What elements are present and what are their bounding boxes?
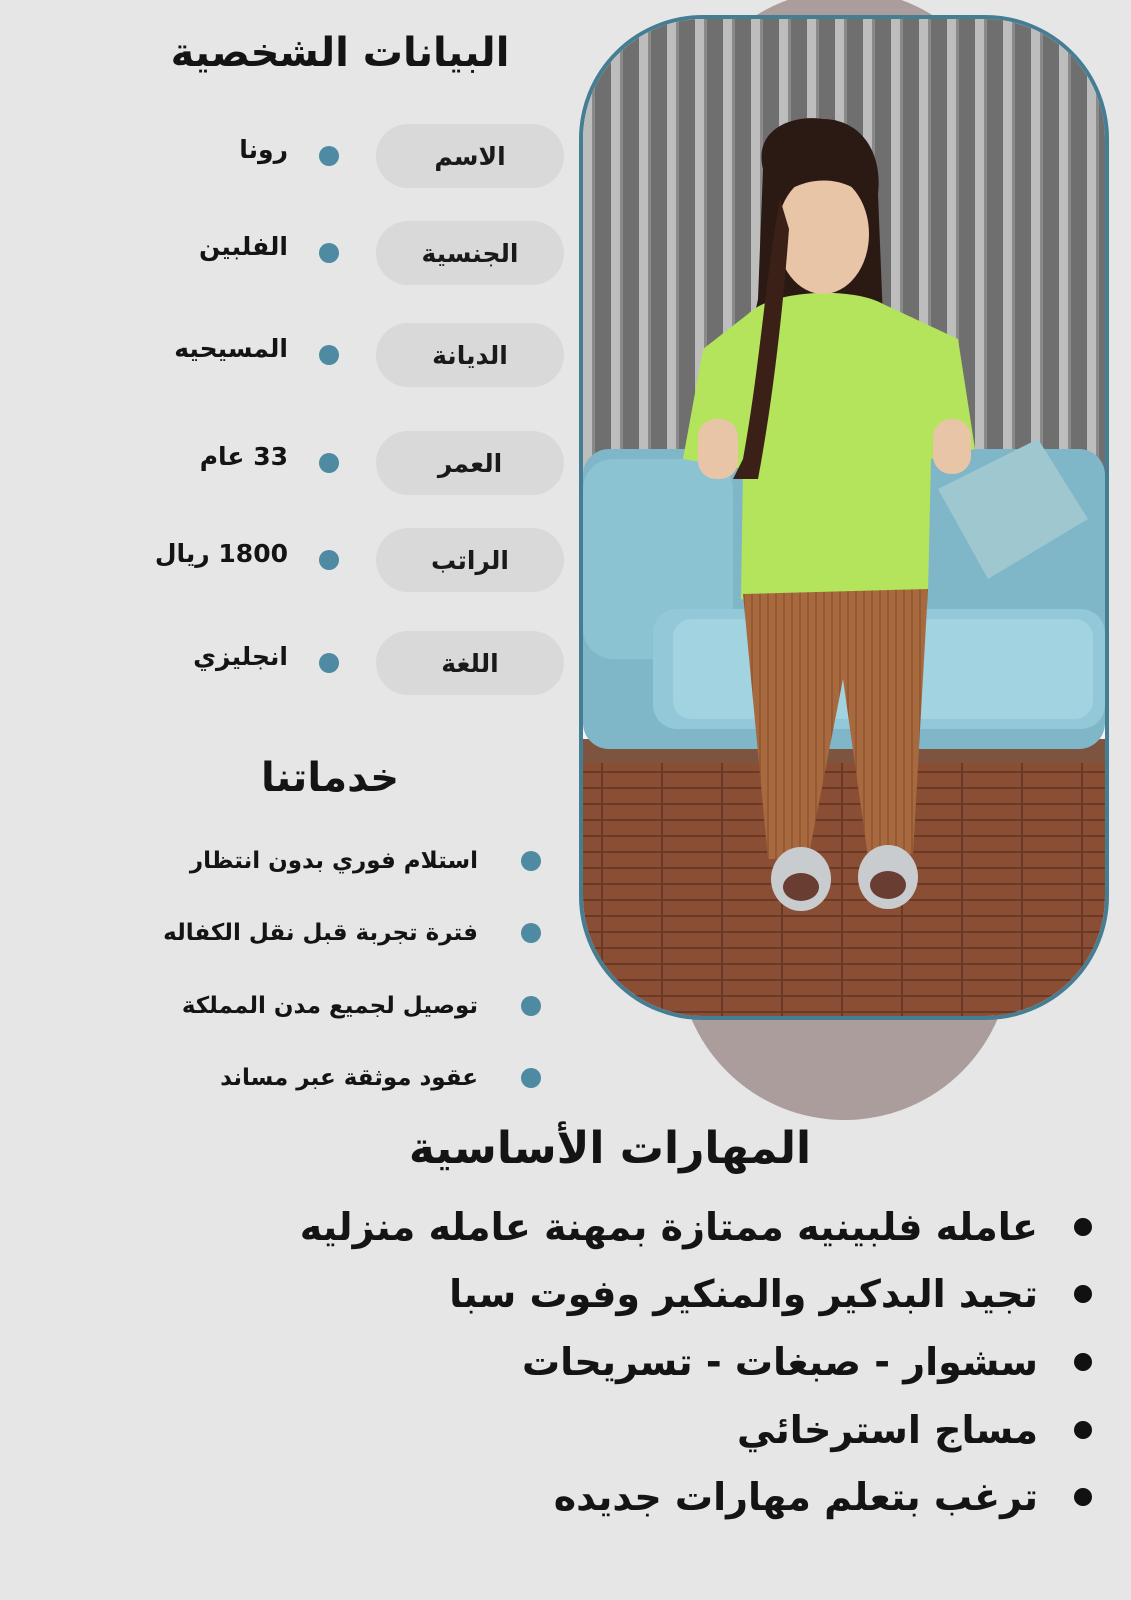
- service-item: [110, 1058, 550, 1098]
- info-row-religion: [140, 323, 570, 387]
- skill-item: [150, 1465, 1110, 1529]
- info-value-nationality: الفلبين: [198, 232, 288, 261]
- service-text: عقود موثقة عبر مساند: [220, 1065, 478, 1091]
- info-row-language: [140, 631, 570, 695]
- skill-text: مساج استرخائي: [737, 1408, 1038, 1452]
- info-row-name: [140, 124, 570, 188]
- skill-text: عامله فلبينيه ممتازة بمهنة عامله منزليه: [299, 1205, 1038, 1249]
- info-label-religion: الديانة: [376, 323, 564, 387]
- skill-item: [150, 1330, 1110, 1394]
- info-label-name: الاسم: [376, 124, 564, 188]
- info-row-nationality: [140, 221, 570, 285]
- skills-title: المهارات الأساسية: [408, 1123, 812, 1174]
- info-row-salary: [140, 528, 570, 592]
- skill-item: [150, 1262, 1110, 1326]
- bullet-dot-icon: [1074, 1421, 1092, 1439]
- info-label-nationality: الجنسية: [376, 221, 564, 285]
- bullet-dot-icon: [319, 453, 339, 473]
- service-item: [110, 841, 550, 881]
- info-value-age: 33 عام: [199, 442, 288, 471]
- info-label-age: العمر: [376, 431, 564, 495]
- info-row-age: [140, 431, 570, 495]
- bullet-dot-icon: [1074, 1488, 1092, 1506]
- skill-item: [150, 1398, 1110, 1462]
- bullet-dot-icon: [1074, 1218, 1092, 1236]
- bullet-dot-icon: [521, 1068, 541, 1088]
- skill-text: تجيد البدكير والمنكير وفوت سبا: [449, 1272, 1038, 1316]
- skill-item: [150, 1195, 1110, 1259]
- info-value-language: انجليزي: [193, 642, 288, 671]
- bullet-dot-icon: [319, 243, 339, 263]
- bullet-dot-icon: [521, 923, 541, 943]
- worker-photo: [579, 15, 1109, 1020]
- info-label-language: اللغة: [376, 631, 564, 695]
- bullet-dot-icon: [319, 345, 339, 365]
- bullet-dot-icon: [319, 550, 339, 570]
- bullet-dot-icon: [521, 851, 541, 871]
- bullet-dot-icon: [1074, 1353, 1092, 1371]
- bullet-dot-icon: [1074, 1285, 1092, 1303]
- worker-photo-illustration: [583, 19, 1105, 1016]
- skill-text: سشوار - صبغات - تسريحات: [521, 1340, 1038, 1384]
- info-label-salary: الراتب: [376, 528, 564, 592]
- service-text: توصيل لجميع مدن المملكة: [181, 993, 478, 1019]
- info-value-name: رونا: [239, 135, 288, 164]
- bullet-dot-icon: [319, 653, 339, 673]
- skill-text: ترغب بتعلم مهارات جديده: [553, 1475, 1038, 1519]
- services-title: خدماتنا: [260, 755, 400, 801]
- personal-info-title: البيانات الشخصية: [170, 30, 510, 76]
- service-item: [110, 986, 550, 1026]
- bullet-dot-icon: [319, 146, 339, 166]
- service-text: استلام فوري بدون انتظار: [189, 848, 478, 874]
- service-text: فترة تجربة قبل نقل الكفاله: [163, 920, 478, 946]
- service-item: [110, 913, 550, 953]
- info-value-salary: 1800 ريال: [154, 539, 288, 568]
- info-value-religion: المسيحيه: [174, 334, 288, 363]
- bullet-dot-icon: [521, 996, 541, 1016]
